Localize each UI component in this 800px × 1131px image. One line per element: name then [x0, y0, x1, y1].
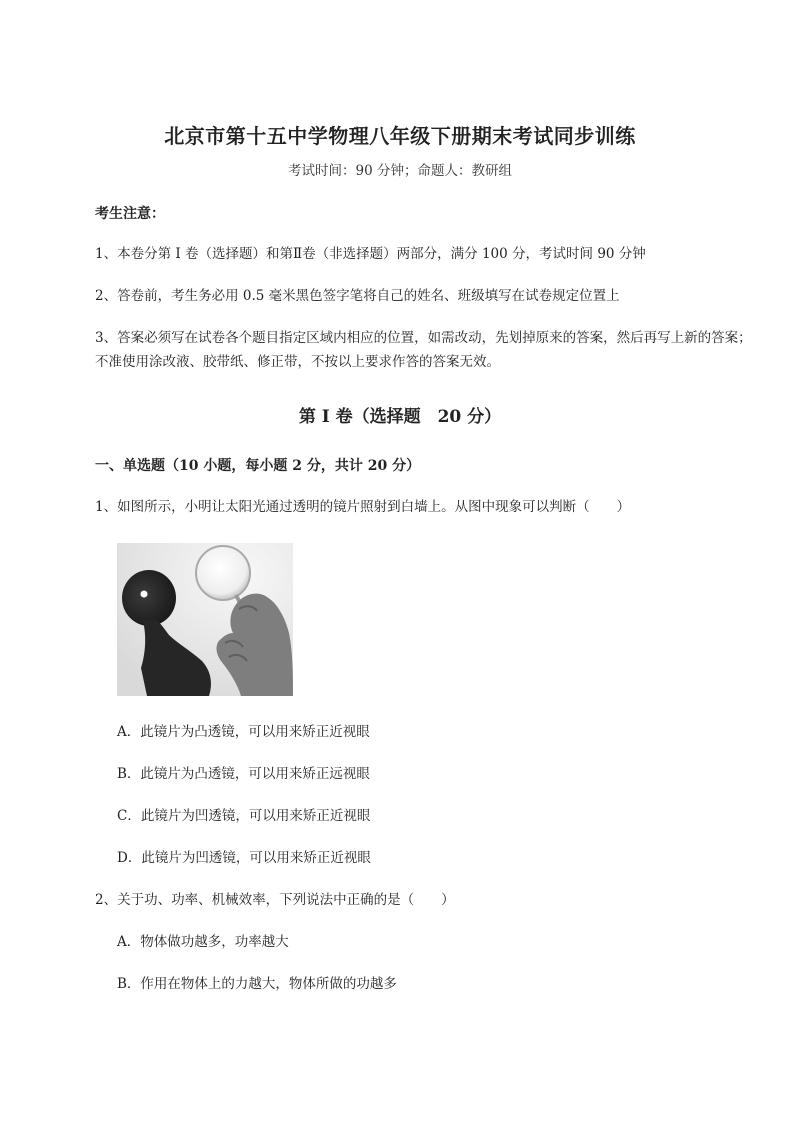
- question-2-stem: 2、关于功、功率、机械效率，下列说法中正确的是（ ）: [95, 892, 455, 908]
- question-1-option-a: A．此镜片为凸透镜，可以用来矫正近视眼: [117, 724, 370, 740]
- notice-heading: 考生注意：: [95, 206, 165, 222]
- lens-photo-figure: [117, 543, 293, 696]
- exam-info: 考试时间：90 分钟；命题人：教研组: [288, 163, 512, 179]
- question-2-option-a: A．物体做功越多，功率越大: [117, 934, 289, 950]
- notice-item-2: 2、答卷前，考生务必用 0.5 毫米黑色签字笔将自己的姓名、班级填写在试卷规定位置上: [95, 288, 620, 304]
- part-heading: 一、单选题（10 小题，每小题 2 分，共计 20 分）: [95, 458, 421, 474]
- question-1-stem: 1、如图所示，小明让太阳光通过透明的镜片照射到白墙上。从图中现象可以判断（ ）: [95, 499, 631, 515]
- question-1-option-c: C．此镜片为凹透镜，可以用来矫正近视眼: [117, 808, 371, 824]
- notice-item-3: 3、答案必须写在试卷各个题目指定区域内相应的位置，如需改动，先划掉原来的答案，然后再写上新的答案；不准使用涂改液、胶带纸、修正带，不按以上要求作答的答案无效。: [95, 330, 752, 370]
- question-1-option-d: D．此镜片为凹透镜，可以用来矫正近视眼: [117, 850, 371, 866]
- notice-item-1: 1、本卷分第 I 卷（选择题）和第Ⅱ卷（非选择题）两部分，满分 100 分，考试时间 90 分钟: [95, 246, 646, 262]
- question-2-option-b: B．作用在物体上的力越大，物体所做的功越多: [117, 976, 397, 992]
- lens-photo-illustration: [117, 543, 293, 696]
- question-1-option-b: B．此镜片为凸透镜，可以用来矫正远视眼: [117, 766, 370, 782]
- section-title: 第 I 卷（选择题 20 分）: [298, 407, 502, 427]
- page-title: 北京市第十五中学物理八年级下册期末考试同步训练: [164, 124, 636, 148]
